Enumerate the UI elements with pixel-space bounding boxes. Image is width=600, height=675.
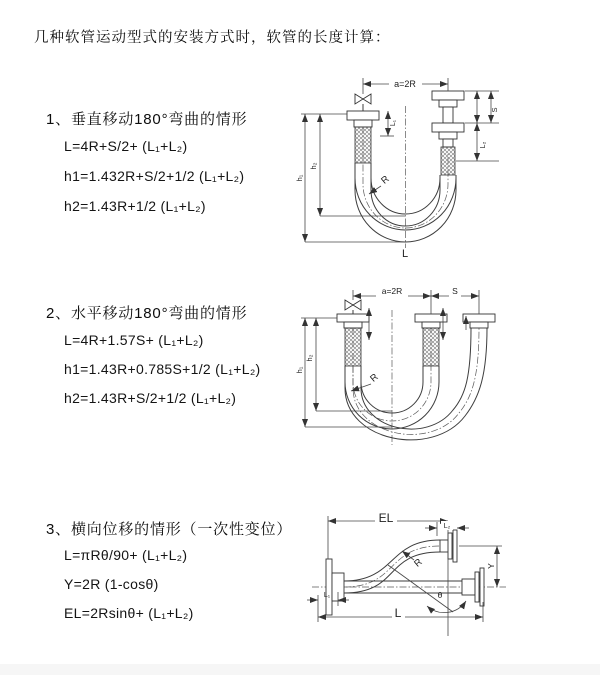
section-2-formula-h1: h1=1.43R+0.785S+1/2 (L₁+L₂): [64, 361, 261, 377]
dim-l2-label: L₂: [480, 141, 487, 149]
section-1-formula-h2: h2=1.43R+1/2 (L₁+L₂): [64, 198, 206, 214]
left-connector: [337, 314, 369, 366]
angle-theta-label: θ: [437, 590, 443, 600]
page-title: 几种软管运动型式的安装方式时，软管的长度计算：: [34, 30, 391, 46]
dim-l1-label: L₁: [390, 119, 397, 127]
hose-u-bends: [345, 328, 487, 440]
dim-l-label: L: [394, 606, 402, 620]
dimension-lines: [301, 78, 499, 242]
dim-h2-label: h₂: [309, 162, 318, 170]
section-3-formula-y: Y=2R (1-cosθ): [64, 576, 159, 592]
radius-label: R: [379, 173, 392, 187]
section-3-formula-el: EL=2Rsinθ+ (L₁+L₂): [64, 605, 194, 621]
section-2-formula-l: L=4R+1.57S+ (L₁+L₂): [64, 332, 204, 348]
diagram-vertical-180-bend: [293, 66, 598, 261]
left-flange: [323, 559, 344, 615]
dim-a2r-label: a=2R: [394, 79, 416, 89]
section-1-formula-h1: h1=1.432R+S/2+1/2 (L₁+L₂): [64, 168, 245, 184]
dim-s-label: S: [452, 286, 458, 296]
valve-icon: [355, 94, 371, 111]
braided-hose-section: [345, 328, 361, 366]
dim-a2r-label: a=2R: [381, 286, 403, 296]
dimension-lines: [301, 290, 479, 427]
diagram-lateral-displacement: [298, 488, 600, 663]
section-3-formula-l: L=πRθ/90+ (L₁+L₂): [64, 547, 188, 563]
dim-h1-label: h₁: [295, 174, 304, 182]
dim-l2-label: L₂: [443, 523, 451, 530]
section-3-heading: 3、横向位移的情形（一次性变位）: [46, 521, 293, 538]
dim-h1-label: h₁: [295, 366, 304, 374]
length-label: L: [401, 248, 409, 260]
dim-h2-label: h₂: [305, 354, 314, 362]
radius-label: R: [368, 371, 381, 385]
section-1-formula-l: L=4R+S/2+ (L₁+L₂): [64, 138, 188, 154]
right-connector: [463, 314, 495, 328]
section-2-heading: 2、水平移动180°弯曲的情形: [46, 305, 248, 322]
dim-l1-label: L₁: [323, 592, 331, 599]
braided-hose-section: [441, 147, 455, 175]
left-connector: [347, 111, 379, 163]
dim-y-label: Y: [486, 563, 496, 569]
page-bottom-edge: [0, 664, 600, 675]
diagram-horizontal-180-bend: [293, 270, 598, 465]
middle-connector: [415, 314, 447, 366]
braided-hose-section: [355, 127, 371, 163]
dim-el-label: EL: [378, 511, 394, 525]
section-1-heading: 1、垂直移动180°弯曲的情形: [46, 111, 248, 128]
dim-s-label: S: [490, 107, 499, 113]
right-flange: [462, 568, 484, 606]
upper-right-flange: [440, 530, 457, 562]
right-connector: [432, 91, 464, 175]
valve-icon: [345, 300, 361, 314]
section-2-formula-h2: h2=1.43R+S/2+1/2 (L₁+L₂): [64, 390, 237, 406]
braided-hose-section: [423, 328, 439, 366]
radius-label: R: [412, 556, 425, 570]
